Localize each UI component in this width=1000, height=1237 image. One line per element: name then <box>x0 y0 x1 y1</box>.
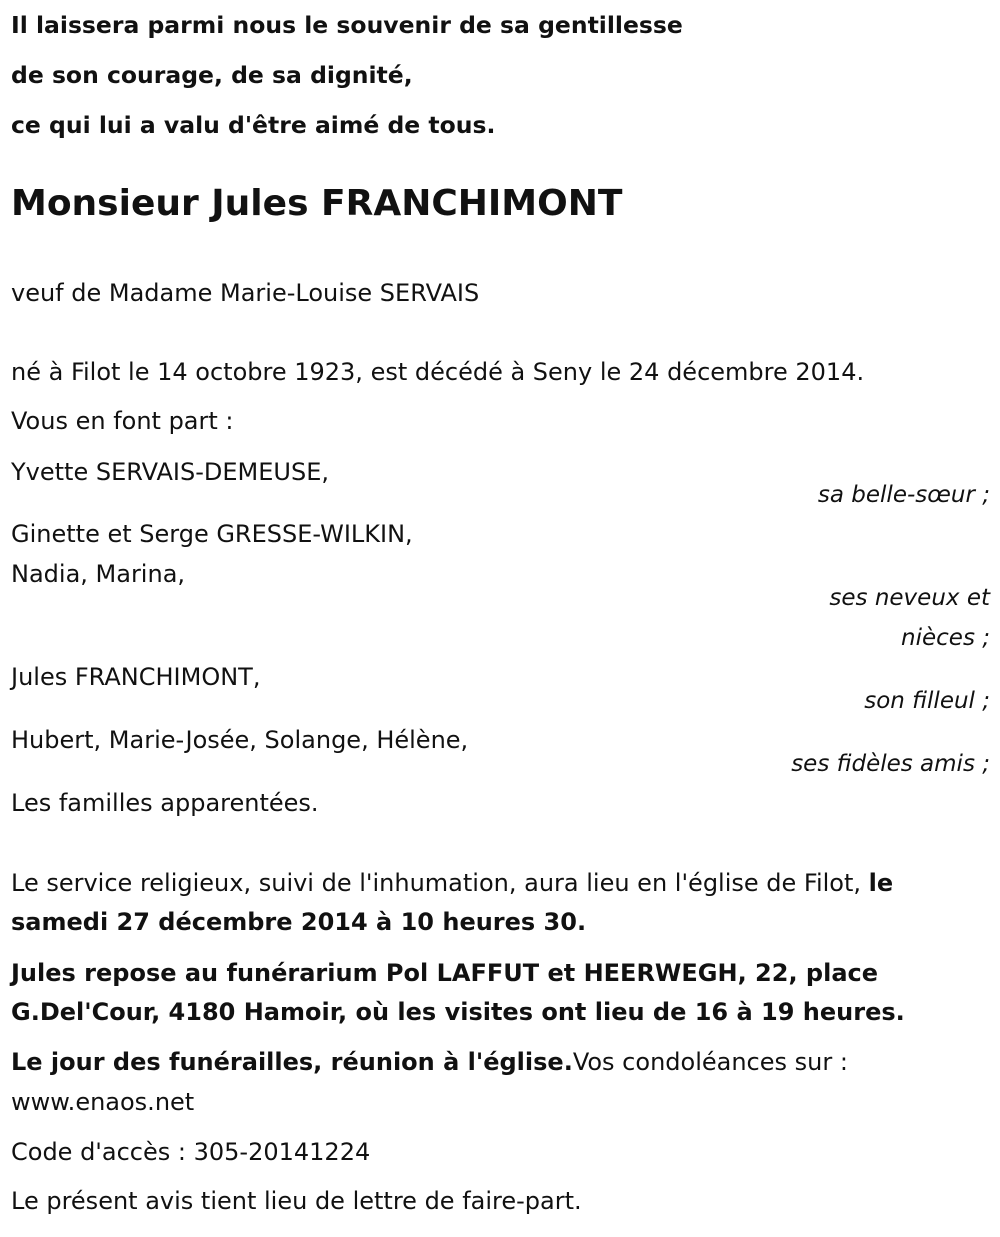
service-date-line: samedi 27 décembre 2014 à 10 heures 30. <box>11 908 587 936</box>
family-relation: nièces ; <box>901 625 990 651</box>
family-relation: ses fidèles amis ; <box>791 751 990 777</box>
funeral-home-line-2: G.Del'Cour, 4180 Hamoir, où les visites ont lieu de 16 à 19 heures. <box>11 998 905 1026</box>
birth-death-line: né à Filot le 14 octobre 1923, est décédé à Seny le 24 décembre 2014. <box>11 358 865 386</box>
closing-line: Le présent avis tient lieu de lettre de faire-part. <box>11 1187 582 1215</box>
condolences-text: Vos condoléances sur : <box>572 1048 848 1076</box>
meeting-text: Le jour des funérailles, réunion à l'église. <box>11 1048 573 1076</box>
spouse-line: veuf de Madame Marie-Louise SERVAIS <box>11 279 480 307</box>
deceased-name: Monsieur Jules FRANCHIMONT <box>11 183 623 224</box>
condolences-website: www.enaos.net <box>11 1088 195 1116</box>
meeting-line <box>11 1047 848 1077</box>
intro-line-1: Il laissera parmi nous le souvenir de sa gentillesse <box>11 11 683 39</box>
family-relation: son filleul ; <box>864 688 990 714</box>
family-relation: sa belle-sœur ; <box>817 482 990 508</box>
service-line-1 <box>11 868 893 898</box>
family-relation: ses neveux et <box>829 585 990 611</box>
family-name-line: Jules FRANCHIMONT, <box>11 663 261 691</box>
intro-line-2: de son courage, de sa dignité, <box>11 61 413 89</box>
family-name-line: Yvette SERVAIS-DEMEUSE, <box>11 458 329 486</box>
announcement-intro: Vous en font part : <box>11 407 234 435</box>
family-name-line: Ginette et Serge GRESSE-WILKIN, <box>11 520 413 548</box>
service-date-start: le <box>868 869 894 897</box>
intro-line-3: ce qui lui a valu d'être aimé de tous. <box>11 111 496 139</box>
families-line: Les familles apparentées. <box>11 789 319 817</box>
service-text: Le service religieux, suivi de l'inhumation, aura lieu en l'église de Filot, <box>11 869 869 897</box>
family-name-line: Nadia, Marina, <box>11 560 186 588</box>
family-name-line: Hubert, Marie-Josée, Solange, Hélène, <box>11 726 469 754</box>
funeral-home-line-1: Jules repose au funérarium Pol LAFFUT et HEERWEGH, 22, place <box>11 959 879 987</box>
access-code: Code d'accès : 305-20141224 <box>11 1138 371 1166</box>
